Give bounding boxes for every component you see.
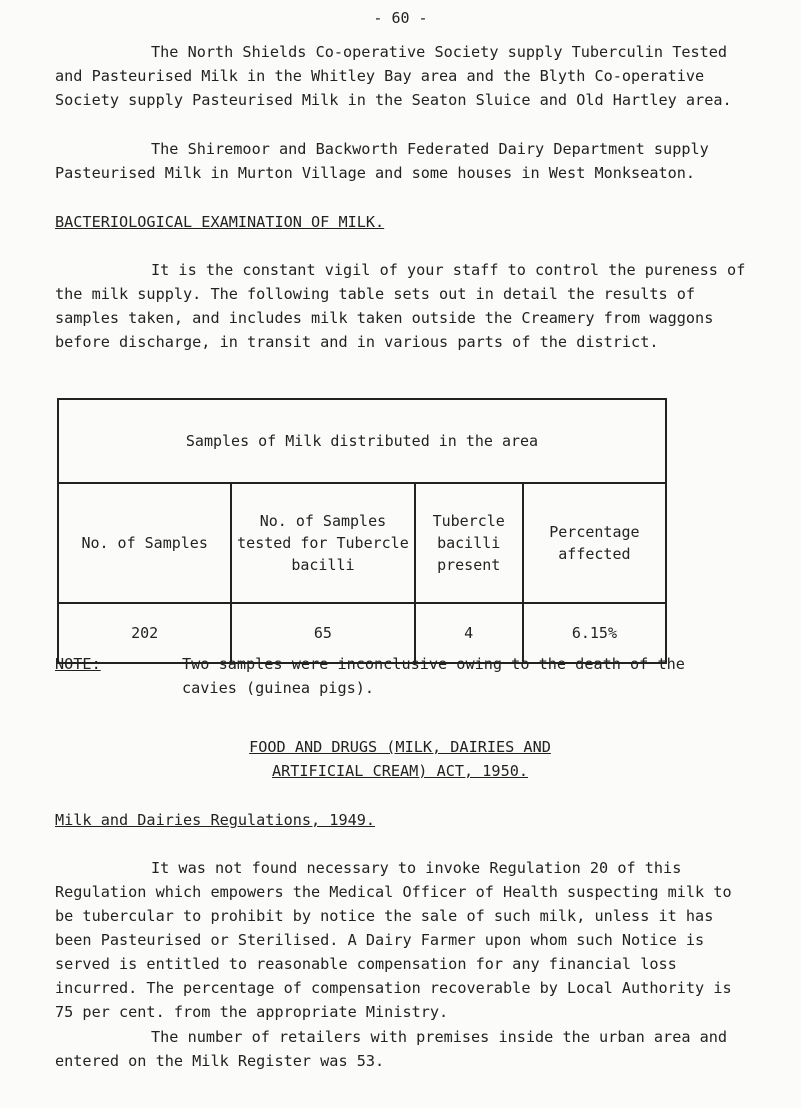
table-cell-percentage-affected: 6.15% [523, 603, 666, 663]
table-header-tubercle-present: Tubercle bacilli present [415, 483, 523, 603]
heading-act [150, 735, 650, 783]
table-cell-tubercle-present: 4 [415, 603, 523, 663]
paragraph-co-operative-supply: The North Shields Co-operative Society supply Tuberculin Tested and Pasteurised Milk in the Whitley Bay area and the Blyth Co-operative Society supply Pasteurised Milk in the Seaton Sluice and Old Hartley area. [55, 43, 732, 109]
note-text: Two samples were inconclusive owing to the death of the cavies (guinea pigs). [182, 655, 685, 697]
paragraph-constant-vigil: It is the constant vigil of your staff to control the pureness of the milk supply. The following table sets out in detail the results of samples taken, and includes milk taken outside the Creamery from waggons before discharge, in transit and in various parts of the district. [55, 261, 746, 351]
table-header-samples-tested: No. of Samples tested for Tubercle bacilli [231, 483, 414, 603]
paragraph-shiremoor-supply: The Shiremoor and Backworth Federated Dairy Department supply Pasteurised Milk in Murton Village and some houses in West Monkseaton. [55, 140, 709, 182]
heading-bacteriological-examination: BACTERIOLOGICAL EXAMINATION OF MILK. [55, 213, 385, 231]
heading-act-line-1: FOOD AND DRUGS (MILK, DAIRIES AND [249, 738, 551, 756]
paragraph-regulation-20: It was not found necessary to invoke Regulation 20 of this Regulation which empowers the Medical Officer of Health suspecting milk to be tubercular to prohibit by notice the sale of such milk, unless it has been Pasteurised or Sterilised. A Dairy Farmer upon whom such Notice is served is entitled to reasonable compensation for any financial loss incurred. The percentage of compensation recoverable by Local Authority is 75 per cent. from the appropriate Ministry. [55, 859, 732, 1021]
table-header-no-of-samples: No. of Samples [58, 483, 231, 603]
table-header-percentage-affected: Percentage affected [523, 483, 666, 603]
note-label: NOTE: [55, 655, 101, 673]
table-cell-samples-tested: 65 [231, 603, 414, 663]
table-cell-no-of-samples: 202 [58, 603, 231, 663]
heading-milk-dairies-regulations: Milk and Dairies Regulations, 1949. [55, 811, 376, 829]
samples-table [57, 398, 667, 664]
page-number: - 60 - [373, 9, 428, 27]
heading-act-line-2: ARTIFICIAL CREAM) ACT, 1950. [271, 762, 529, 780]
paragraph-milk-register: The number of retailers with premises inside the urban area and entered on the Milk Register was 53. [55, 1028, 728, 1070]
table-title: Samples of Milk distributed in the area [58, 399, 666, 483]
